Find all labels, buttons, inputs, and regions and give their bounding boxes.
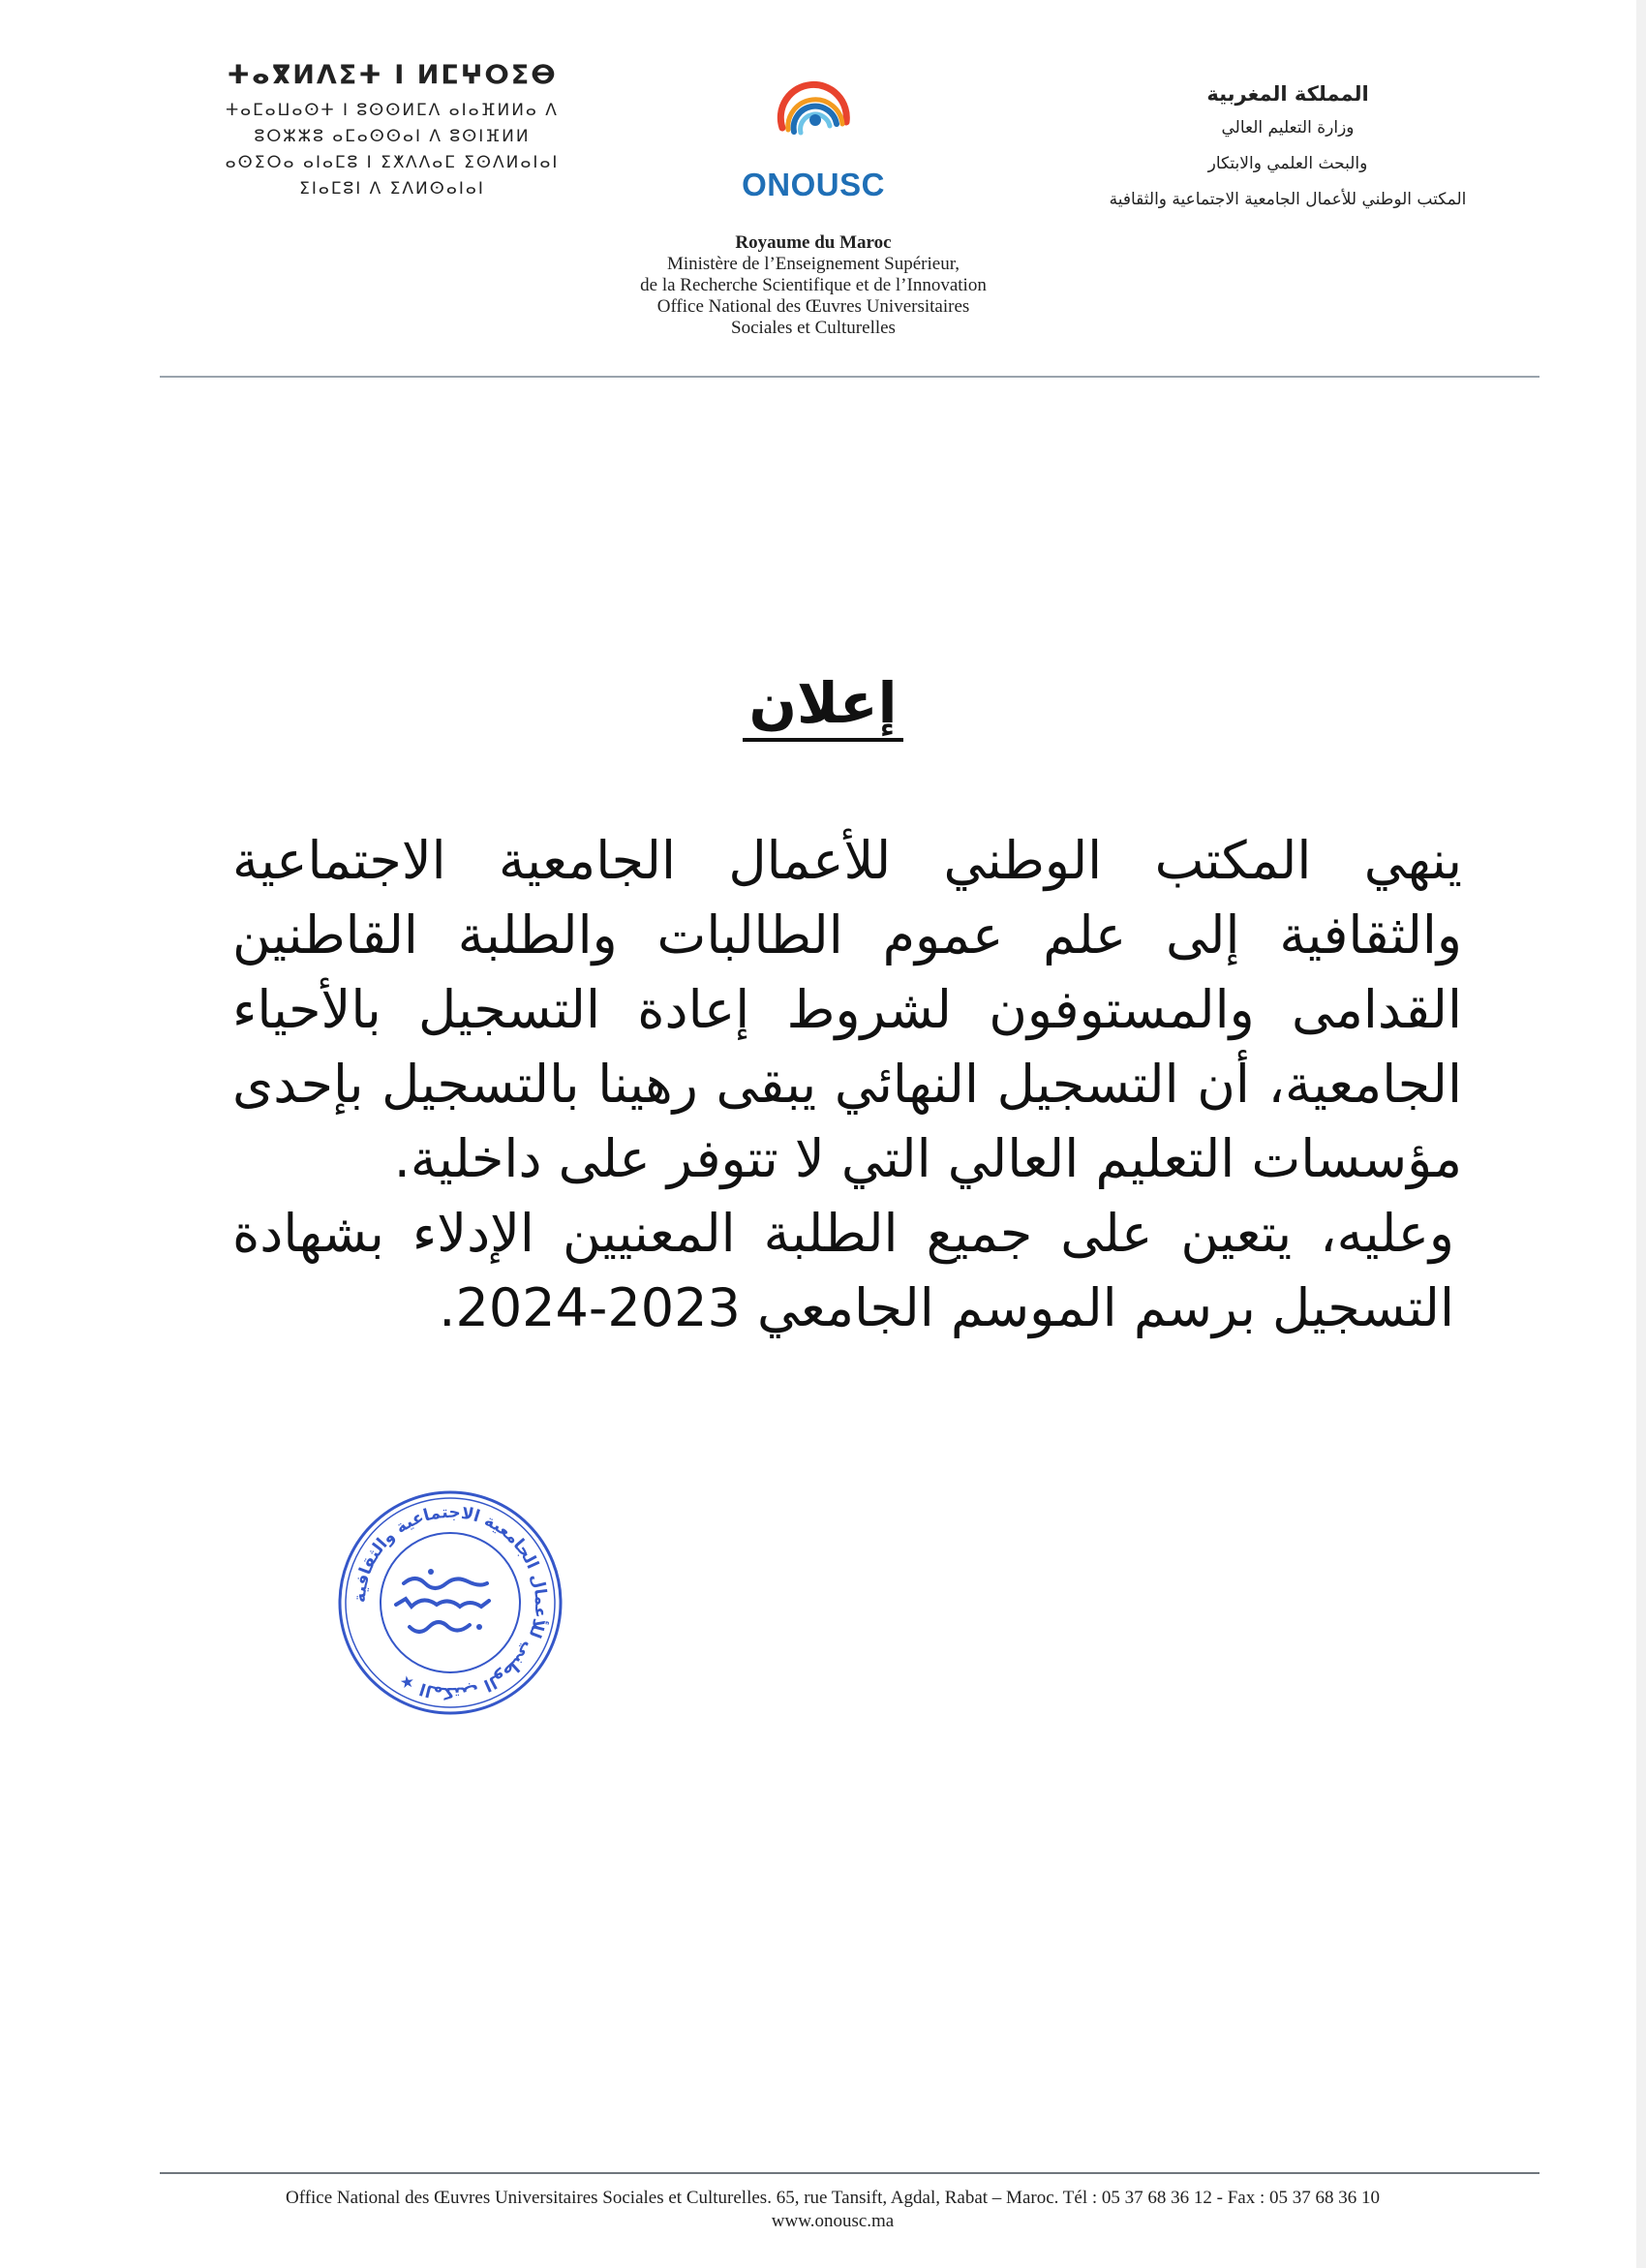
french-line: de la Recherche Scientifique et de l’Innovation (640, 275, 987, 295)
footer-address: Office National des Œuvres Universitaires Sociales et Culturelles. 65, rue Tansift, Agdal, Rabat – Maroc. Tél : 05 37 68 36 12 - Fax : 05 37 68 36 10 (285, 2188, 1381, 2208)
french-line: Ministère de l’Enseignement Supérieur, (666, 254, 960, 274)
tifinagh-line: ⵓⵔⵣⵣⵓ ⴰⵎⴰⵙⵙⴰⵏ ⴷ ⵓⵙⵏⴼⵍⵍ (254, 127, 531, 146)
notice-title (678, 666, 968, 740)
tifinagh-line: ⵉⵏⴰⵎⵓⵏ ⴷ ⵉⴷⵍⵙⴰⵏⴰⵏ (299, 179, 485, 199)
notice-body (232, 823, 1462, 1345)
arabic-header-line: وزارة التعليم العالي (1221, 118, 1355, 138)
official-stamp-seal (334, 1486, 566, 1719)
svg-text:المكتب الوطني للأعمال الجامعية: المكتب الوطني للأعمال الجامعية الاجتماعية والثقافية ★ (350, 1502, 551, 1703)
page-edge (1636, 0, 1646, 2268)
footer-website: www.onousc.ma (771, 2211, 895, 2231)
onousc-logo (721, 68, 905, 203)
arabic-header-line: المملكة المغربية (1206, 82, 1369, 106)
tifinagh-title: ⵜⴰⴳⵍⴷⵉⵜ ⵏ ⵍⵎⵖⵔⵉⴱ (227, 60, 558, 90)
onousc-logo-icon (755, 68, 871, 165)
header-divider (160, 376, 1539, 378)
notice-paragraph: ينهي المكتب الوطني للأعمال الجامعية الاجتماعية والثقافية إلى علم عموم الطالبات والطلبة القاطنين القدامى والمستوفون لشروط إعادة التسجيل بالأحياء الجامعية، أن التسجيل النهائي يبقى رهينا بالتسجيل بإحدى مؤسسات التعليم العالي التي لا تتوفر على داخلية. (232, 830, 1462, 1189)
logo-wordmark: ONOUSC (742, 167, 885, 202)
tifinagh-line: ⵜⴰⵎⴰⵡⴰⵙⵜ ⵏ ⵓⵙⵙⵍⵎⴷ ⴰⵏⴰⴼⵍⵍⴰ ⴷ (226, 101, 559, 120)
french-institution-block (542, 232, 1084, 339)
footer (136, 2187, 1530, 2233)
tifinagh-header (208, 60, 576, 202)
official-stamp (334, 1486, 566, 1719)
footer-divider (160, 2172, 1539, 2174)
arabic-header (1036, 77, 1539, 218)
tifinagh-line: ⴰⵙⵉⵔⴰ ⴰⵏⴰⵎⵓ ⵏ ⵉⵅⴷⴷⴰⵎ ⵉⵙⴷⵍⴰⵏⴰⵏ (225, 153, 560, 172)
arabic-header-line: والبحث العلمي والابتكار (1207, 154, 1368, 173)
notice-title-text: إعلان (743, 670, 902, 742)
french-line: Sociales et Culturelles (731, 318, 896, 338)
arabic-header-line: المكتب الوطني للأعمال الجامعية الاجتماعية والثقافية (1109, 190, 1467, 209)
french-line: Office National des Œuvres Universitaires (656, 296, 970, 317)
notice-paragraph: وعليه، يتعين على جميع الطلبة المعنيين الإدلاء بشهادة التسجيل برسم الموسم الجامعي 2023-2024. (232, 1203, 1454, 1338)
french-line: Royaume du Maroc (735, 232, 892, 253)
